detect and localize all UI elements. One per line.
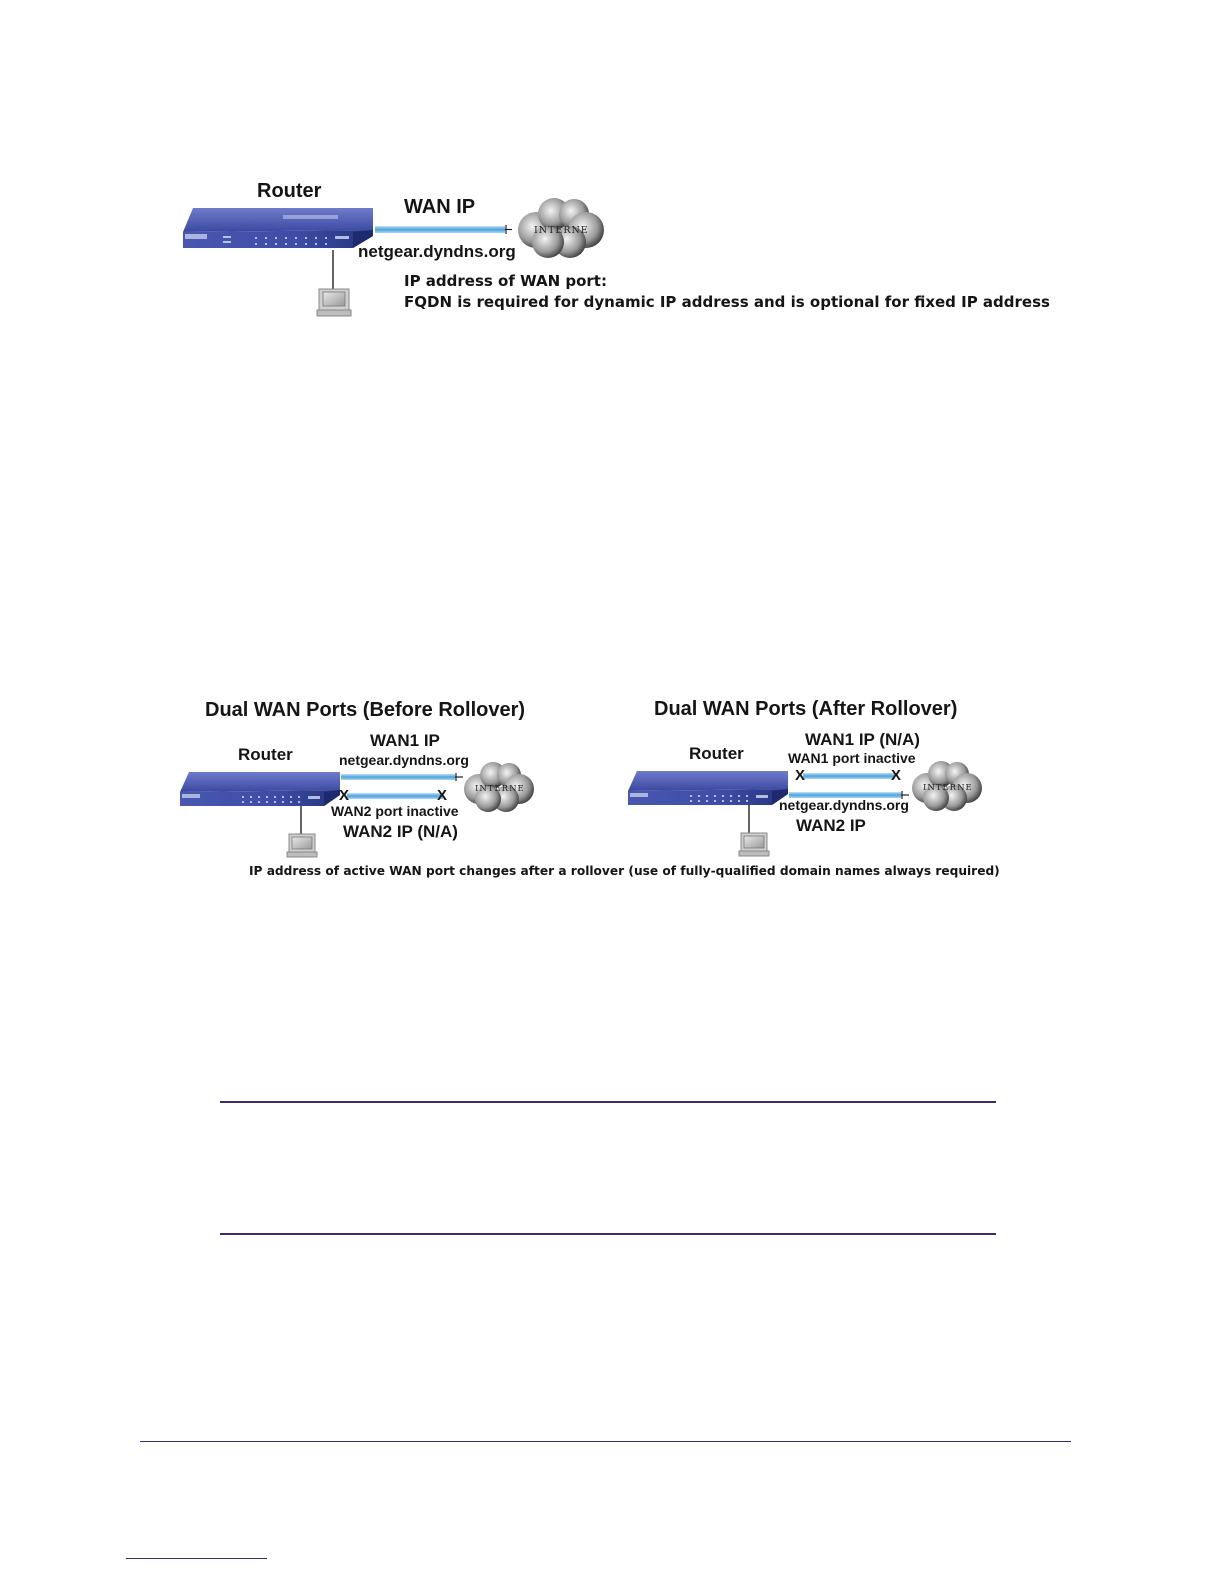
before-title: Dual WAN Ports (Before Rollover) (205, 699, 526, 721)
before-wan2-status: WAN2 port inactive (331, 803, 459, 819)
computer-icon (287, 834, 317, 858)
router-label: Router (257, 180, 322, 202)
note-rule-bottom (220, 1233, 996, 1235)
after-wan1-status: WAN1 port inactive (788, 750, 916, 766)
router-icon (628, 769, 790, 807)
caption-line-2: FQDN is required for dynamic IP address and is optional for fixed IP address (404, 293, 1050, 311)
note-rule-top (220, 1101, 996, 1103)
lan-cable (330, 250, 336, 290)
cloud-label: INTERNE (534, 225, 589, 236)
before-router-label: Router (238, 745, 293, 764)
computer-icon (317, 289, 351, 317)
lan-cable (746, 805, 752, 835)
internet-cloud-icon (514, 196, 606, 260)
wan2-x-mark-right: X (437, 787, 448, 804)
wan1-x-mark-left: X (795, 767, 806, 784)
internet-cloud-icon (462, 760, 534, 814)
cloud-label: INTERNE (923, 783, 973, 793)
rollover-caption: IP address of active WAN port changes after a rollover (use of fully-qualified domain names always required) (249, 864, 1000, 878)
before-wan1-label: WAN1 IP (370, 731, 440, 750)
wan-ip-label: WAN IP (404, 196, 476, 218)
footer-link-underline (126, 1558, 267, 1559)
footer-rule (140, 1441, 1071, 1442)
after-wan1-label: WAN1 IP (N/A) (805, 730, 920, 749)
router-icon (180, 770, 342, 808)
after-router-label: Router (689, 744, 744, 763)
wan2-link (341, 791, 451, 801)
computer-icon (739, 833, 769, 857)
router-icon (183, 206, 375, 251)
after-wan2-label: WAN2 IP (796, 816, 866, 835)
wan-link (375, 224, 515, 236)
wan2-x-mark-left: X (339, 787, 350, 804)
before-domain-label: netgear.dyndns.org (339, 752, 469, 768)
after-domain-label: netgear.dyndns.org (779, 797, 909, 813)
caption-line-1: IP address of WAN port: (404, 272, 607, 290)
before-wan2-label: WAN2 IP (N/A) (343, 822, 458, 841)
wan1-x-mark-right: X (891, 767, 902, 784)
lan-cable (298, 806, 304, 836)
after-title: Dual WAN Ports (After Rollover) (654, 698, 958, 720)
internet-cloud-icon (910, 759, 982, 813)
wan1-link (341, 772, 465, 782)
domain-label: netgear.dyndns.org (358, 242, 516, 261)
cloud-label: INTERNE (475, 784, 525, 794)
